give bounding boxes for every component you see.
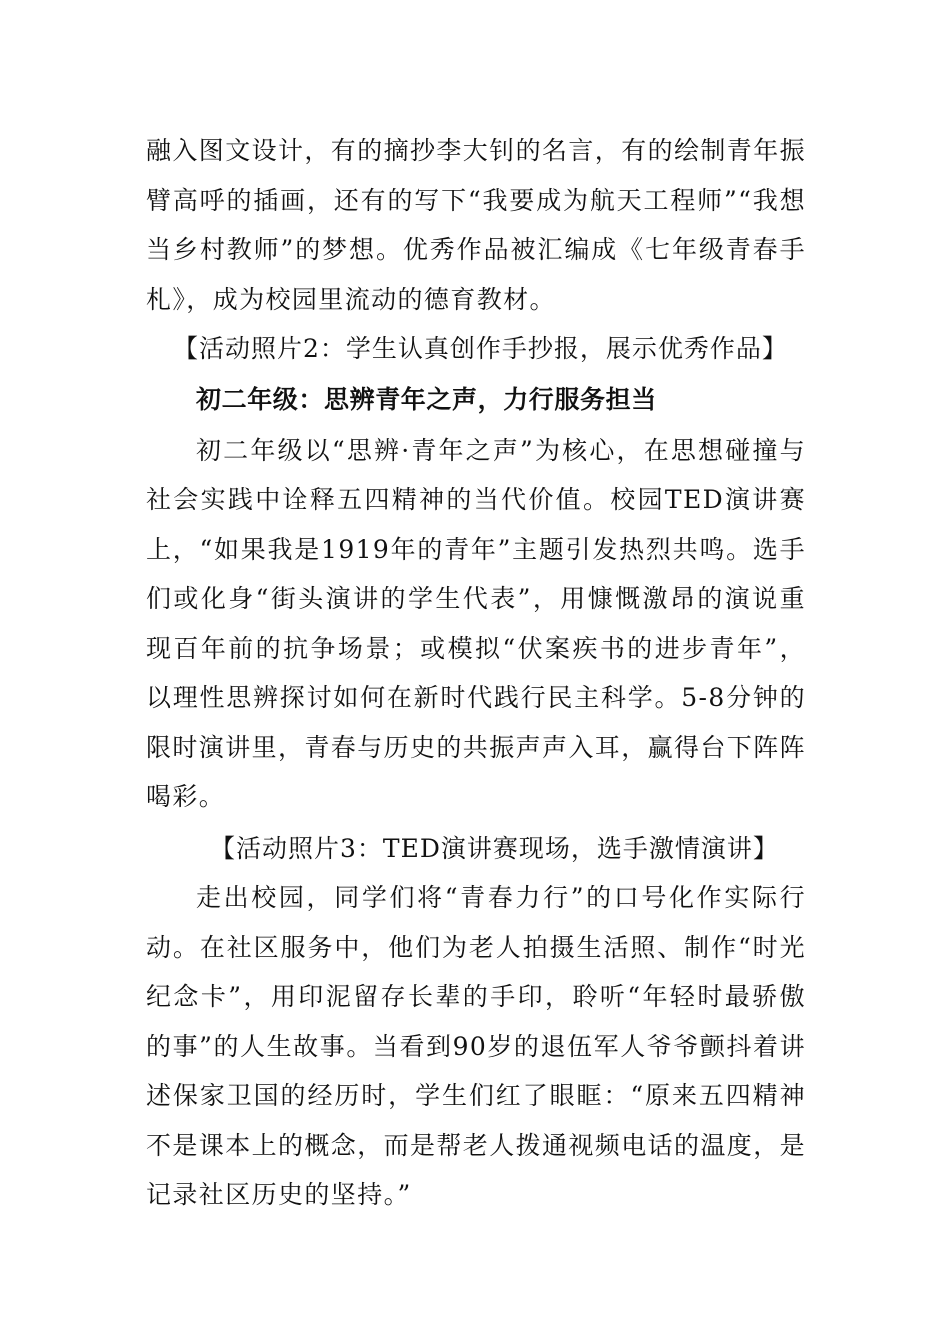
- paragraph-community-service: 走出校园，同学们将“青春力行”的口号化作实际行动。在社区服务中，他们为老人拍摄生活照、制作“时光纪念卡”，用印泥留存长辈的手印，聆听“年轻时最骄傲的事”的人生故事。当看到90岁的退伍军人爷爷颤抖着讲述保家卫国的经历时，学生们红了眼眶：“原来五四精神不是课本上的概念，而是帮老人拨通视频电话的温度，是记录社区历史的坚持。”: [146, 883, 807, 1209]
- paragraph-handwritten-newspaper: 融入图文设计，有的摘抄李大钊的名言，有的绘制青年振臂高呼的插画，还有的写下“我要成为航天工程师”“我想当乡村教师”的梦想。优秀作品被汇编成《七年级青春手札》，成为校园里流动的德育教材。: [146, 136, 807, 314]
- paragraph-ted-speech: 初二年级以“思辨·青年之声”为核心，在思想碰撞与社会实践中诠释五四精神的当代价值。校园TED演讲赛上，“如果我是1919年的青年”主题引发热烈共鸣。选手们或化身“街头演讲的学生代表”，用慷慨激昂的演说重现百年前的抗争场景；或模拟“伏案疾书的进步青年”，以理性思辨探讨如何在新时代践行民主科学。5-8分钟的限时演讲里，青春与历史的共振声声入耳，赢得台下阵阵喝彩。: [146, 435, 807, 811]
- photo-caption-3: 【活动照片3：TED演讲赛现场，选手激情演讲】: [210, 833, 779, 863]
- section-heading-grade-8: 初二年级：思辨青年之声，力行服务担当: [196, 384, 657, 414]
- document-page: [146, 126, 806, 1220]
- photo-caption-2: 【活动照片2：学生认真创作手抄报，展示优秀作品】: [173, 334, 788, 363]
